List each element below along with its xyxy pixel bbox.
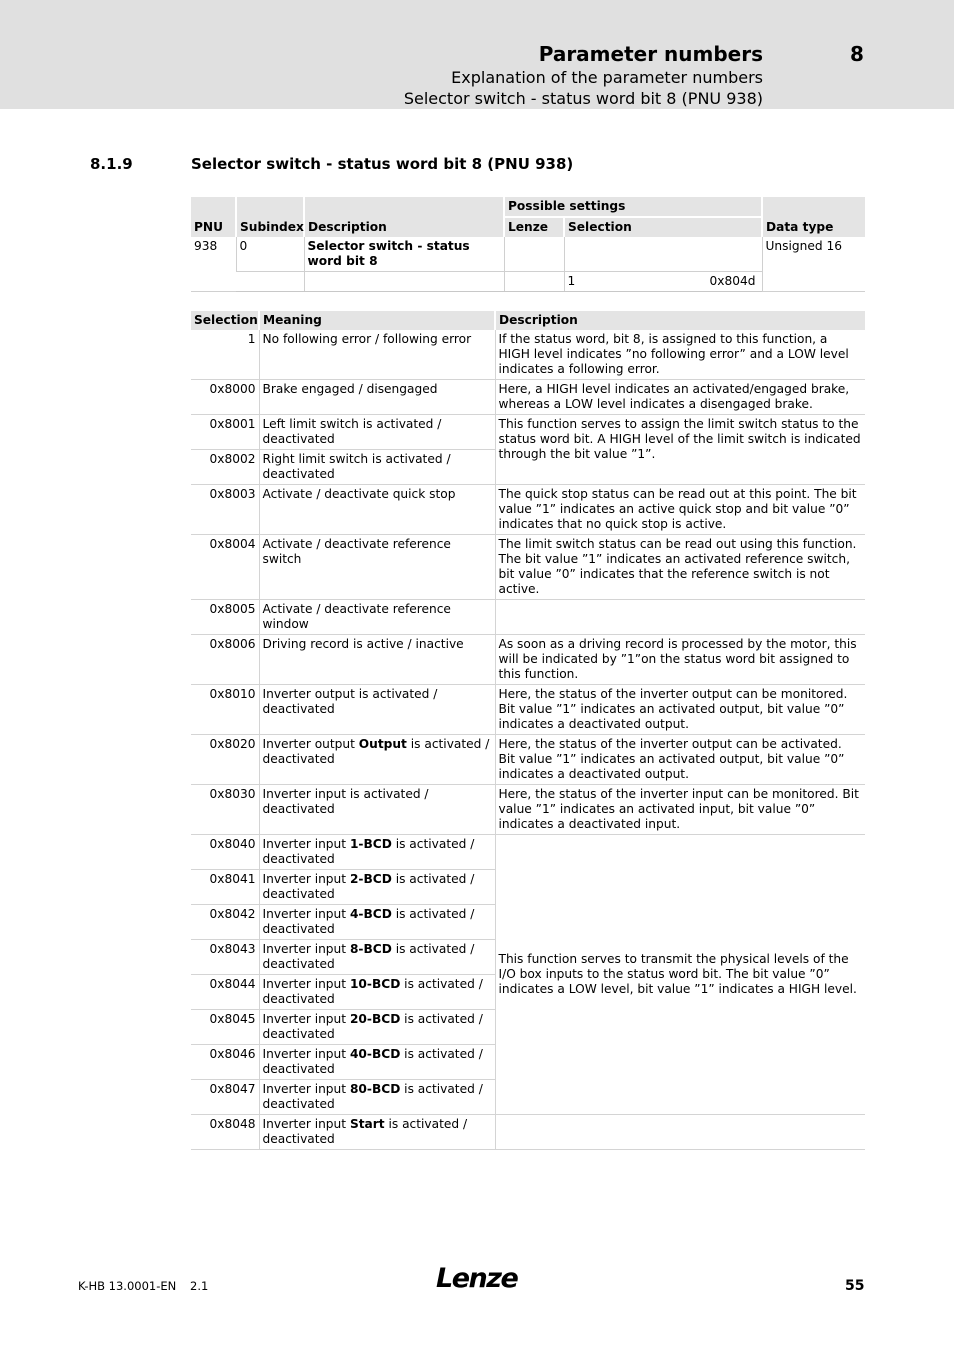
selection-value: 0x8030	[191, 785, 259, 835]
meaning-text: Inverter input is activated / deactivated	[259, 785, 495, 835]
chapter-number: 8	[850, 42, 864, 66]
lenze-logo: Lenze	[436, 1263, 518, 1294]
meaning-text: Inverter output Output is activated / deactivated	[259, 735, 495, 785]
description-text: This function serves to assign the limit switch status to the status word bit. A HIGH level of the limit switch is indicated through the bit value ”1”.	[495, 415, 865, 485]
table-row	[191, 835, 865, 870]
meaning-text: Activate / deactivate reference switch	[259, 535, 495, 600]
table-row	[191, 685, 865, 735]
meaning-text: Left limit switch is activated / deactivated	[259, 415, 495, 450]
meaning-text: Driving record is active / inactive	[259, 635, 495, 685]
header-description: Description	[495, 311, 865, 330]
selection-value: 0x8040	[191, 835, 259, 870]
subindex-value: 0	[236, 237, 304, 272]
meaning-text: Inverter input 8-BCD is activated / deactivated	[259, 940, 495, 975]
parameter-table	[191, 197, 865, 292]
description-text: If the status word, bit 8, is assigned to this function, a HIGH level indicates ”no following error” and a LOW level indicates a following error.	[495, 330, 865, 380]
selection-value: 0x8042	[191, 905, 259, 940]
selection-value: 0x8048	[191, 1115, 259, 1150]
meaning-text: Right limit switch is activated / deactivated	[259, 450, 495, 485]
description-text: This function serves to transmit the physical levels of the I/O box inputs to the status word bit. The bit value ”0” indicates a LOW level, bit value ”1” indicates a HIGH level.	[495, 835, 865, 1115]
lenze-value	[504, 237, 564, 272]
empty-cell	[236, 272, 304, 292]
meaning-text: No following error / following error	[259, 330, 495, 380]
header-selection: Selection	[564, 217, 762, 237]
selection-value: 0x8001	[191, 415, 259, 450]
selection-table	[191, 311, 865, 1150]
meaning-text: Activate / deactivate quick stop	[259, 485, 495, 535]
section-number: 8.1.9	[90, 155, 133, 173]
data-type-value: Unsigned 16	[762, 237, 865, 292]
meaning-text: Inverter input 20-BCD is activated / deactivated	[259, 1010, 495, 1045]
selection-value: 0x8047	[191, 1080, 259, 1115]
selection-cell	[564, 237, 762, 272]
meaning-text: Brake engaged / disengaged	[259, 380, 495, 415]
selection-value: 0x8005	[191, 600, 259, 635]
meaning-text: Inverter input 4-BCD is activated / deactivated	[259, 905, 495, 940]
page-header	[0, 0, 954, 109]
empty-cell	[304, 272, 504, 292]
selection-value: 0x8002	[191, 450, 259, 485]
description-text: Here, the status of the inverter input can be monitored. Bit value ”1” indicates an activated input, bit value ”0” indicates a deactivated input.	[495, 785, 865, 835]
meaning-text: Inverter input 40-BCD is activated / deactivated	[259, 1045, 495, 1080]
selection-value: 0x8041	[191, 870, 259, 905]
description-text: Here, the status of the inverter output can be monitored. Bit value ”1” indicates an activated output, bit value ”0” indicates a deactivated output.	[495, 685, 865, 735]
header-subindex: Subindex	[236, 197, 304, 237]
description-text	[495, 600, 865, 635]
selection-min: 1	[567, 274, 576, 288]
selection-value: 0x8004	[191, 535, 259, 600]
table-row	[191, 415, 865, 450]
meaning-text: Inverter output is activated / deactivated	[259, 685, 495, 735]
selection-value: 0x8006	[191, 635, 259, 685]
table-row	[191, 380, 865, 415]
selection-value: 0x8000	[191, 380, 259, 415]
table-row	[191, 635, 865, 685]
selection-value: 0x8044	[191, 975, 259, 1010]
meaning-text: Inverter input 10-BCD is activated / deactivated	[259, 975, 495, 1010]
table-row	[191, 785, 865, 835]
empty-cell	[504, 272, 564, 292]
selection-value: 0x8045	[191, 1010, 259, 1045]
meaning-text: Inverter input Start is activated / deactivated	[259, 1115, 495, 1150]
table-row	[191, 1115, 865, 1150]
header-description: Description	[304, 197, 504, 237]
meaning-text: Activate / deactivate reference window	[259, 600, 495, 635]
header-possible-settings: Possible settings	[504, 197, 762, 217]
description-text: As soon as a driving record is processed by the motor, this will be indicated by ”1”on the status word bit assigned to this function.	[495, 635, 865, 685]
description-text: The quick stop status can be read out at this point. The bit value ”1” indicates an active quick stop and bit value ”0” indicates that no quick stop is active.	[495, 485, 865, 535]
page-number: 55	[845, 1278, 865, 1294]
selection-max: 0x804d	[709, 274, 756, 288]
param-description: Selector switch - status word bit 8	[304, 237, 504, 272]
document-version: 2.1	[190, 1279, 209, 1293]
section-title: Selector switch - status word bit 8 (PNU 938)	[191, 155, 574, 173]
header-data-type: Data type	[762, 197, 865, 237]
table-row	[191, 535, 865, 600]
chapter-title: Parameter numbers	[538, 42, 763, 66]
selection-range	[564, 272, 762, 292]
table-row	[191, 485, 865, 535]
selection-value: 0x8046	[191, 1045, 259, 1080]
table-row	[191, 735, 865, 785]
header-meaning: Meaning	[259, 311, 495, 330]
header-lenze: Lenze	[504, 217, 564, 237]
meaning-text: Inverter input 1-BCD is activated / deactivated	[259, 835, 495, 870]
document-id: K-HB 13.0001-EN	[78, 1279, 177, 1293]
meaning-text: Inverter input 2-BCD is activated / deactivated	[259, 870, 495, 905]
header-pnu: PNU	[191, 197, 236, 237]
selection-value: 0x8020	[191, 735, 259, 785]
selection-value: 0x8003	[191, 485, 259, 535]
description-text: Here, a HIGH level indicates an activated/engaged brake, whereas a LOW level indicates a disengaged brake.	[495, 380, 865, 415]
header-subtitle: Selector switch - status word bit 8 (PNU 938)	[403, 89, 763, 108]
pnu-value: 938	[191, 237, 236, 292]
header-subtitle: Explanation of the parameter numbers	[451, 68, 763, 87]
description-text	[495, 1115, 865, 1150]
description-text: The limit switch status can be read out using this function. The bit value ”1” indicates an activated reference switch, bit value ”0” indicates that the reference switch is not active.	[495, 535, 865, 600]
description-text: Here, the status of the inverter output can be activated. Bit value ”1” indicates an activated output, bit value ”0” indicates a deactivated output.	[495, 735, 865, 785]
selection-value: 0x8043	[191, 940, 259, 975]
selection-value: 0x8010	[191, 685, 259, 735]
header-selection: Selection	[191, 311, 259, 330]
table-row	[191, 600, 865, 635]
table-row	[191, 330, 865, 380]
selection-value: 1	[191, 330, 259, 380]
meaning-text: Inverter input 80-BCD is activated / deactivated	[259, 1080, 495, 1115]
